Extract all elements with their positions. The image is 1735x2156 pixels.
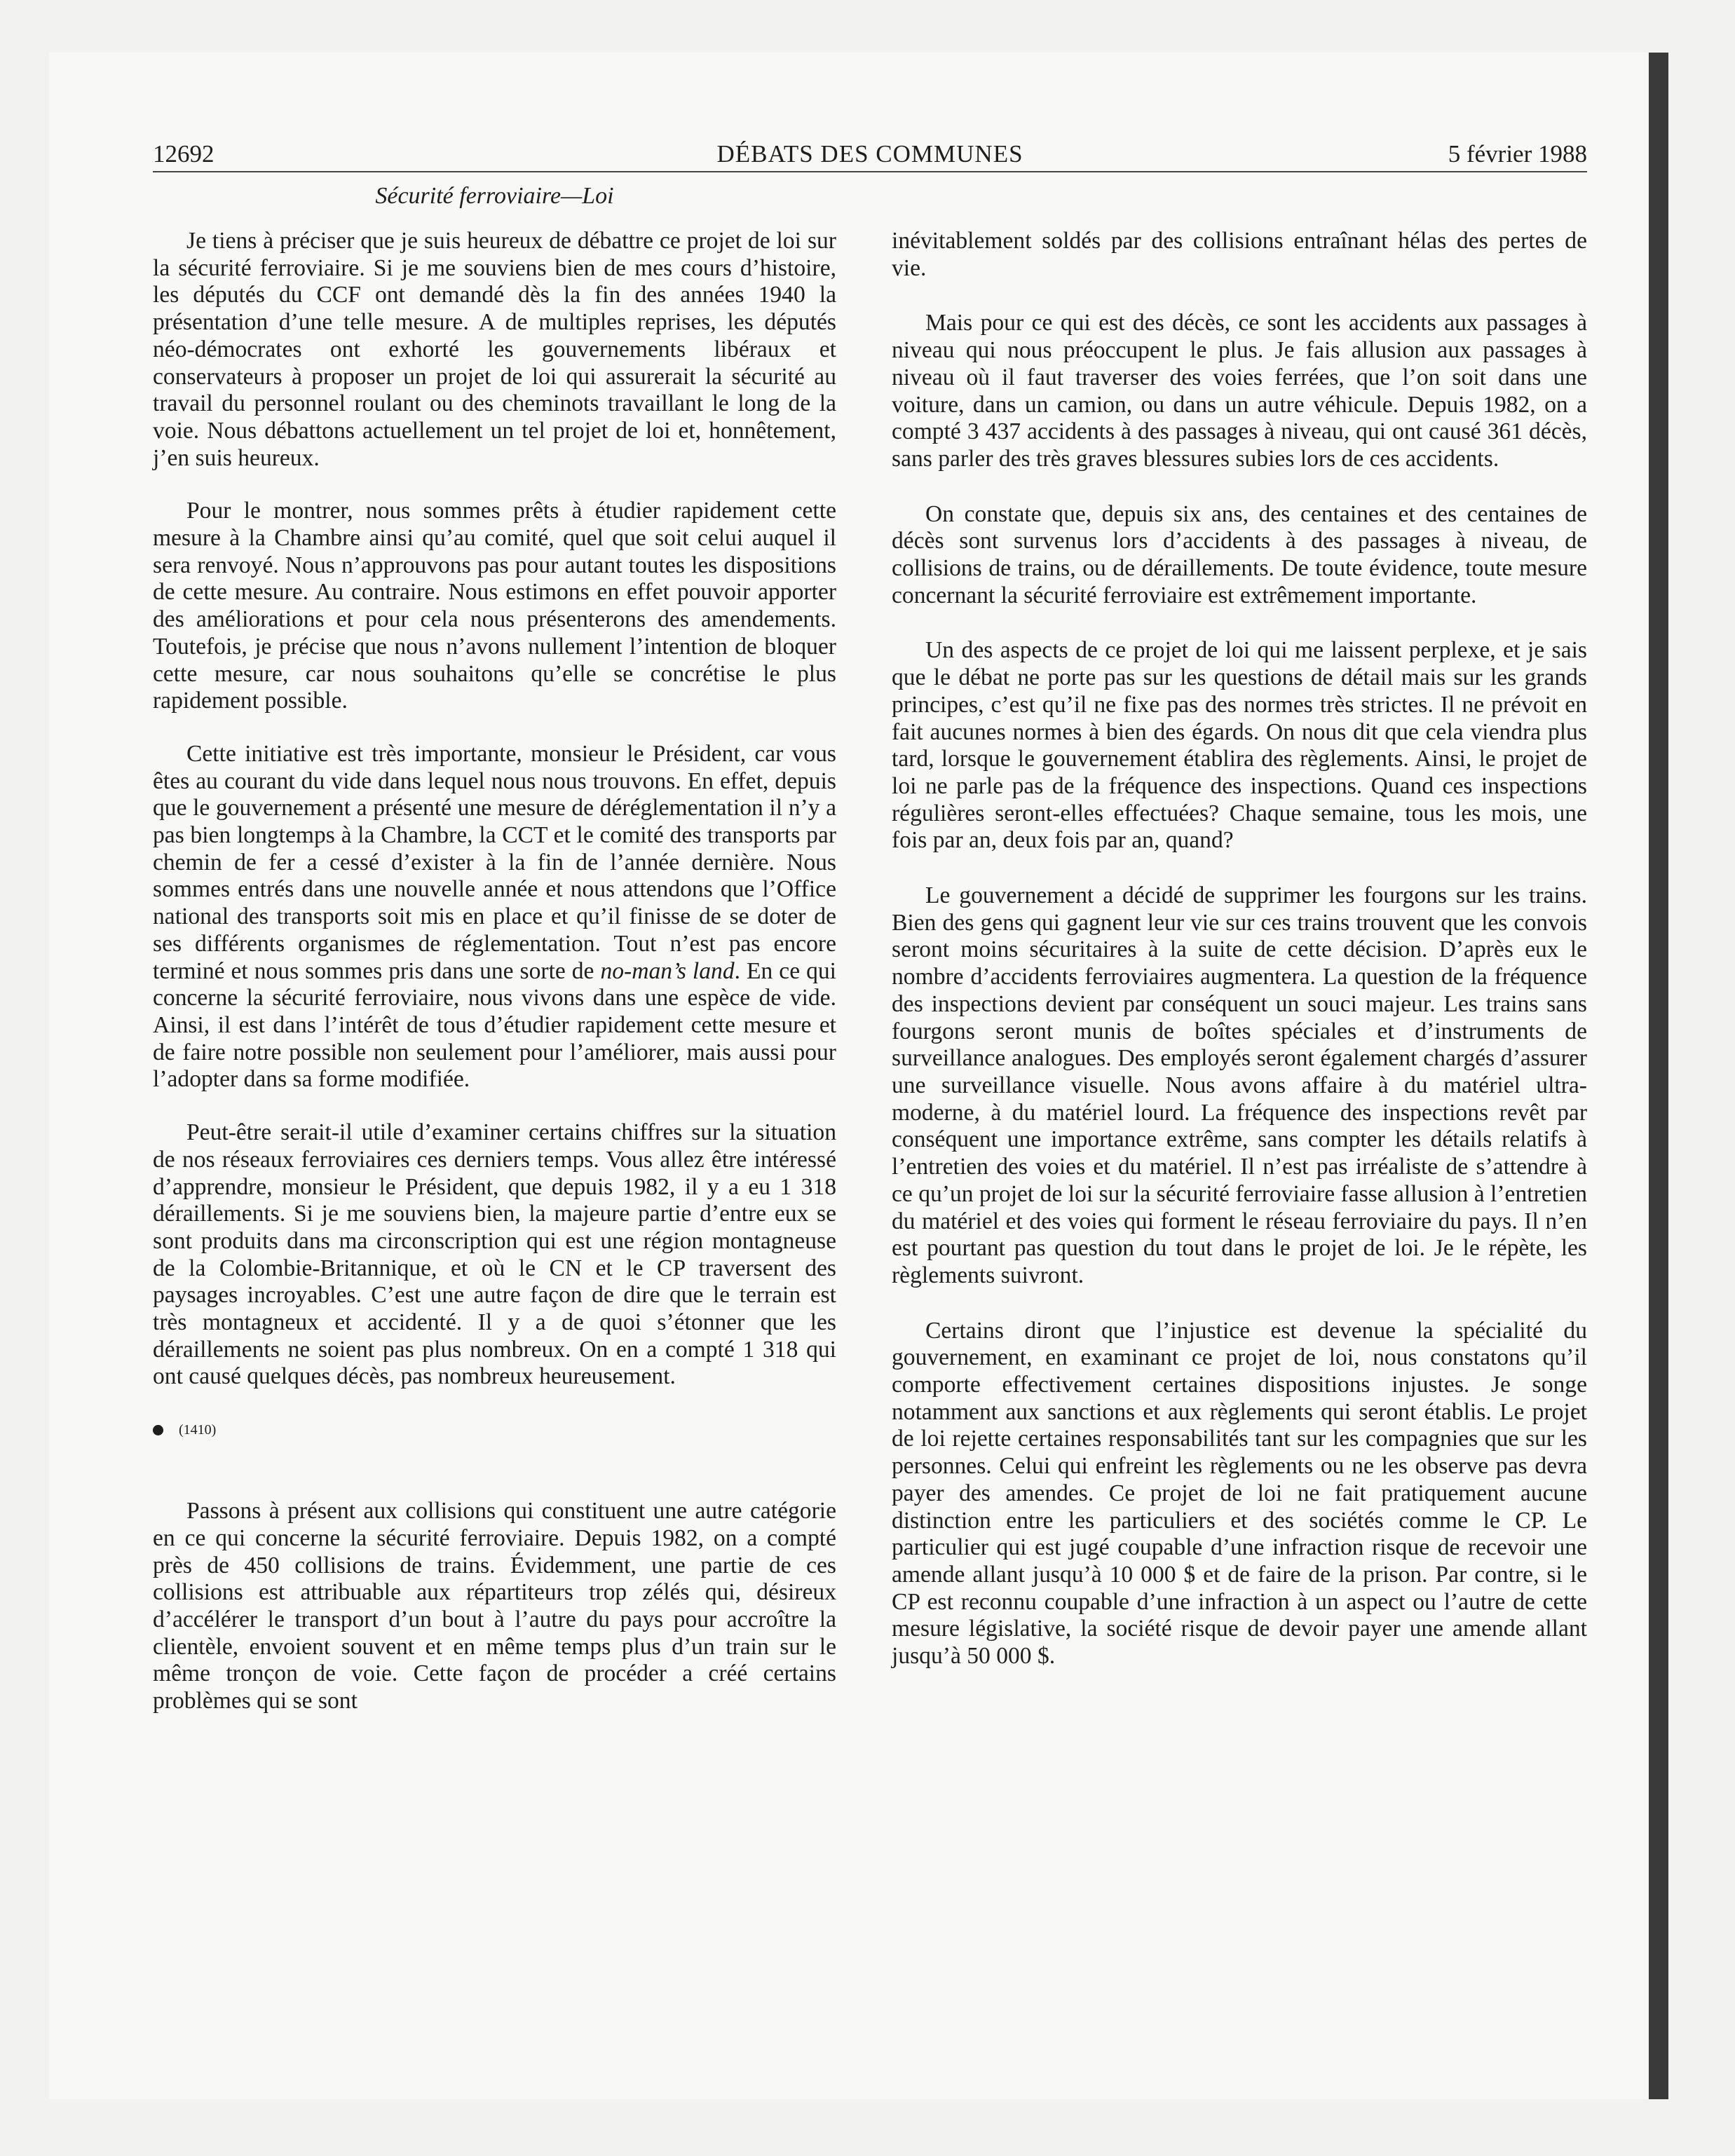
right-column [892,228,1587,1698]
paragraph: Mais pour ce qui est des décès, ce sont les accidents aux passages à niveau qui nous préoccupent le plus. Je fais allusion aux passages à niveau où il faut traverser des voies ferrées, que l’on soit dans une voiture, dans un camion, ou dans un autre véhicule. Depuis 1982, on a compté 3 437 accidents à des passages à niveau, qui ont causé 361 décès, sans parler des très graves blessures subies lors de ces accidents. [892,310,1587,472]
section-title: Sécurité ferroviaire—Loi [375,183,614,209]
scan-edge-strip [1649,53,1668,2099]
running-header [153,139,1587,172]
paragraph: inévitablement soldés par des collisions entraînant hélas des pertes de vie. [892,228,1587,281]
paragraph: Un des aspects de ce projet de loi qui me laissent perplexe, et je sais que le débat ne porte pas sur les questions de détail mais sur les grands principes, c’est qu’il ne fixe pas des normes très strictes. Il ne prévoit en fait aucunes normes à bien des égards. On nous dit que cela viendra plus tard, lorsque le gouvernement établira des règlements. Ainsi, le projet de loi ne parle pas de la fréquence des inspections. Quand ces inspections régulières seront-elles effectuées? Chaque semaine, tous les mois, une fois par an, deux fois par an, quand? [892,637,1587,854]
paragraph: Pour le montrer, nous sommes prêts à étudier rapidement cette mesure à la Chambre ainsi qu’au comité, quel que soit celui auquel il sera renvoyé. Nous n’approuvons pas pour autant toutes les dispositions de cette mesure. Au contraire. Nous estimons en effet pouvoir apporter des améliorations et pour cela nous présenterons des amendements. Toutefois, je précise que nous n’avons nullement l’intention de bloquer cette mesure, car nous souhaitons qu’elle se concrétise le plus rapidement possible. [153,498,836,714]
paragraph-text-end: . En ce qui concerne la sécurité ferroviaire, nous vivons dans une espèce de vide. Ainsi, il est dans l’intérêt de tous d’étudier rapidement cette mesure et de faire notre possible non seulement pour l’améliorer, mais aussi pour l’adopter dans sa forme modifiée. [153,957,836,1093]
paragraph: On constate que, depuis six ans, des centaines et des centaines de décès sont survenus lors d’accidents à des passages à niveau, de collisions de trains, ou de déraillements. De toute évidence, toute mesure concernant la sécurité ferroviaire est extrêmement importante. [892,500,1587,608]
left-column [153,228,836,1741]
paragraph: Je tiens à préciser que je suis heureux de débattre ce projet de loi sur la sécurité ferroviaire. Si je me souviens bien de mes cours d’histoire, les députés du CCF ont demandé dès la fin des années 1940 la présentation d’une telle mesure. A de multiples reprises, les députés néo-démocrates ont exhorté les gouvernements libéraux et conservateurs à proposer un projet de loi qui assurerait la sécurité au travail du personnel roulant ou des cheminots travaillant le long de la voie. Nous débattons actuellement un tel projet de loi et, honnêtement, j’en suis heureux. [153,228,836,471]
paragraph: Passons à présent aux collisions qui constituent une autre catégorie en ce qui concerne la sécurité ferroviaire. Depuis 1982, on a compté près de 450 collisions de trains. Évidemment, une partie de ces collisions est attribuable aux répartiteurs trop zélés qui, désireux d’accélérer le transport d’un bout à l’autre du pays pour accroître la clientèle, envoient souvent et en même temps plus d’un train sur le même tronçon de voie. Cette façon de procéder a créé certains problèmes qui se sont [153,1498,836,1714]
paragraph: Certains diront que l’injustice est devenue la spécialité du gouvernement, en examinant ce projet de loi, nous constatons qu’il comporte effectivement certaines dispositions injustes. Je songe notamment aux sanctions et aux règlements qui seront établis. Le projet de loi rejette certaines responsabilités tant sur les compagnies que sur les personnes. Celui qui enfreint les règlements ou ne les observe pas devra payer des amendes. Ce projet de loi ne fait pratiquement aucune distinction entre les particuliers et des sociétés comme le CP. Le particulier qui est jugé coupable d’une infraction risque de recevoir une amende allant jusqu’à 10 000 $ et de faire de la prison. Par contre, si le CP est reconnu coupable d’une infraction à un aspect ou l’autre de cette mesure législative, la société risque de devoir payer une amende allant jusqu’à 50 000 $. [892,1317,1587,1670]
page-number: 12692 [153,140,215,168]
italic-phrase: no-man’s land [600,957,735,984]
paragraph: Le gouvernement a décidé de supprimer les fourgons sur les trains. Bien des gens qui gagnent leur vie sur ces trains trouvent que les convois seront moins sécuritaires à la suite de cette décision. D’après eux le nombre d’accidents ferroviaires augmentera. La question de la fréquence des inspections devient par conséquent un souci majeur. Les trains sans fourgons seront munis de boîtes spéciales et d’instruments de surveillance analogues. Des employés seront également chargés d’assurer une surveillance visuelle. Nous avons affaire à du matériel ultra-moderne, à du matériel lourd. La fréquence des inspections revêt par conséquent une importance extrême, sans compter les détails relatifs à l’entretien des voies et du matériel. Il n’est pas irréaliste de s’attendre à ce qu’un projet de loi sur la sécurité ferroviaire fasse allusion à l’entretien du matériel et des voies qui forment le réseau ferroviaire du pays. Il n’en est pourtant pas question du tout dans le projet de loi. Je le répète, les règlements suivront. [892,882,1588,1288]
time-marker-text: (1410) [179,1422,217,1438]
bullet-icon [153,1425,163,1435]
publication-date: 5 février 1988 [1448,140,1587,168]
time-marker [153,1417,836,1443]
paragraph-text: Cette initiative est très importante, monsieur le Président, car vous êtes au courant du vide dans lequel nous nous trouvons. En effet, depuis que le gouvernement a présenté une mesure de déréglementation il n’y a pas bien longtemps à la Chambre, la CCT et le comité des transports par chemin de fer a cessé d’exister à la fin de l’année dernière. Nous sommes entrés dans une nouvelle année et nous attendons que l’Office national des transports soit mis en place et qu’il finisse de se doter de ses différents organismes de réglementation. Tout n’est pas encore terminé et nous sommes pris dans une sorte de [153,740,836,984]
paragraph [153,741,836,1093]
publication-title: DÉBATS DES COMMUNES [716,140,1023,168]
paragraph: Peut-être serait-il utile d’examiner certains chiffres sur la situation de nos réseaux ferroviaires ces derniers temps. Vous allez être intéressé d’apprendre, monsieur le Président, que depuis 1982, il y a eu 1 318 déraillements. Si je me souviens bien, la majeure partie d’entre eux se sont produits dans ma circonscription qui est une région montagneuse de la Colombie-Britannique, et où le CN et le CP traversent des paysages incroyables. C’est une autre façon de dire que le terrain est très montagneux et accidenté. Il y a de quoi s’étonner que les déraillements ne soient pas plus nombreux. On en a compté 1 318 qui ont causé quelques décès, pas nombreux heureusement. [153,1119,836,1390]
